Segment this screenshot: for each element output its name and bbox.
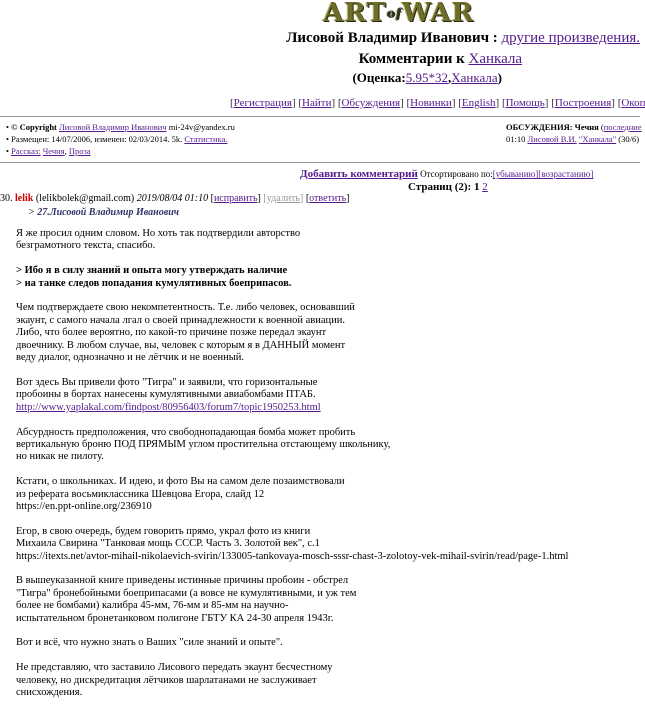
comment-line: безграмотного текста, спасибо. xyxy=(16,240,156,252)
comment-gap xyxy=(16,364,616,376)
comment-body xyxy=(16,228,616,699)
rating-link[interactable]: 5.95*32 xyxy=(405,70,449,85)
comment-line: В вышеуказанной книге приведены истинные причины пробоин - обстрел xyxy=(16,575,349,587)
comment-line: "Тигра" бронебойными боеприпасами (а вовсе не кумулятивными, и уж тем xyxy=(16,587,357,599)
comment-line: пробоины в бортах нанесены кумулятивными авиабомбами ПТАБ. xyxy=(16,389,316,401)
main-navbar: [Регистрация] [Найти] [Обсуждения] [Новинки] [English] [Помощь] [Построения] [Окоп xyxy=(230,97,645,109)
comment-line: веду диалог, однозначно и не лётчик и не военный. xyxy=(16,352,245,364)
comment-number: 30. xyxy=(0,193,13,204)
nav-register[interactable]: Регистрация xyxy=(233,97,292,109)
page-2-link[interactable]: 2 xyxy=(482,181,488,193)
work-title-link[interactable]: Ханкала xyxy=(468,51,522,67)
logo-text-right: WAR xyxy=(401,0,475,28)
rating-prefix: (Оценка: xyxy=(352,70,406,85)
comment-gap xyxy=(16,253,616,265)
divider-top xyxy=(0,116,640,117)
comment-gap xyxy=(16,290,616,302)
rating-line xyxy=(0,70,640,86)
sorted-label: Отсортировано по: xyxy=(420,169,493,179)
nav-english[interactable]: English xyxy=(461,97,496,109)
discussion-box: ОБСУЖДЕНИЯ: Чечня (последние 01:10 Лисовой В.И. "Ханкала" (30/6) xyxy=(506,122,642,144)
copyright-author-link[interactable]: Лисовой Владимир Иванович xyxy=(59,122,167,132)
stats-link[interactable]: Статистика. xyxy=(184,134,228,144)
copyright-label: © Copyright xyxy=(11,122,57,132)
comment-line: Чем подтверждаете свою некомпетентность. Т.е. либо человек, основавший xyxy=(16,302,355,314)
comment-line: снисхождения. xyxy=(16,687,83,699)
comment-line: Вот здесь Вы привели фото "Тигра" и заявили, что горизонтальные xyxy=(16,376,318,388)
pagination xyxy=(408,181,488,193)
comment-delete-link[interactable]: удалить xyxy=(266,193,300,204)
comment-line: Вот и всё, что нужно знать о Ваших "силе знаний и опыте". xyxy=(16,637,283,649)
sort-asc-link[interactable]: [возрастанию] xyxy=(538,169,594,179)
title-separator: : xyxy=(492,30,498,46)
comment-line: Не представляю, что заставило Лисового передать экаунт бесчестному xyxy=(16,662,333,674)
comment-line: https://en.ppt-online.org/236910 xyxy=(16,500,152,512)
genre-prose-link[interactable]: Проза xyxy=(68,146,91,156)
discussion-label: ОБСУЖДЕНИЯ: Чечня xyxy=(506,122,599,132)
discussion-time: 01:10 xyxy=(506,134,526,144)
comment-line: Кстати, о школьниках. И идею, и фото Вы на самом деле позаимствовали xyxy=(16,476,345,488)
comment-gap xyxy=(16,563,616,575)
placed-info: Размещен: 14/07/2006, изменен: 02/03/2014. 5k. xyxy=(11,134,183,144)
comment-quote-line: > на танке следов попадания кумулятивных боеприпасов. xyxy=(16,277,292,289)
comment-email: (lelikbolek@gmail.com) xyxy=(35,193,135,204)
nav-new[interactable]: Новинки xyxy=(410,97,452,109)
discussion-count: (30/6) xyxy=(618,134,640,144)
comment-gap xyxy=(16,513,616,525)
quote-ref-author: 27.Лисовой Владимир Иванович xyxy=(37,207,180,218)
discussion-last-link[interactable]: последние xyxy=(603,122,642,132)
comment-line: https://itexts.net/avtor-mihail-nikolaevich-svirin/133005-tankovaya-mosch-sssr-chast-3-zolotoy-vek-mihail-svirin/read/page-1.html xyxy=(16,550,569,562)
other-works-link[interactable]: другие произведения. xyxy=(501,30,640,46)
nav-trench[interactable]: Окоп xyxy=(621,97,645,109)
genre-chechnya-link[interactable]: Чечня xyxy=(42,146,65,156)
comment-nick: lelik xyxy=(15,193,34,204)
comment-controls xyxy=(300,168,593,180)
nav-discussions[interactable]: Обсуждения xyxy=(341,97,401,109)
comments-prefix: Комментарии к xyxy=(358,51,465,67)
nav-builds[interactable]: Построения xyxy=(554,97,612,109)
logo-of: of xyxy=(386,6,402,20)
comment-date: 2019/08/04 01:10 xyxy=(136,193,209,204)
comment-line: экаунт, с самого начала лгал о своей принадлежности к военной авиации. xyxy=(16,314,345,326)
comment-line: Михаила Свирина "Танковая мощь СССР. Часть 3. Золотой век", с.1 xyxy=(16,538,320,550)
comment-gap xyxy=(16,625,616,637)
comment-quote-line: > Ибо я в силу знаний и опыта могу утверждать наличие xyxy=(16,265,288,277)
quote-reference: > 27.Лисовой Владимир Иванович xyxy=(28,207,180,218)
add-comment-link[interactable]: Добавить комментарий xyxy=(300,168,418,180)
comment-line: вертикальную броню ПОД ПРЯМЫМ углом простительна отстающему школьнику, xyxy=(16,438,391,450)
comment-line: Я же просил одним словом. Но хоть так подтвердили авторство xyxy=(16,228,301,239)
site-logo[interactable] xyxy=(323,0,547,26)
discussion-author-link[interactable]: Лисовой В.И. xyxy=(527,134,577,144)
comment-line: из реферата восьмиклассника Шевцова Егора, слайд 12 xyxy=(16,488,265,500)
rating-suffix: , xyxy=(448,70,452,85)
comments-title xyxy=(0,51,640,68)
logo-text: ART xyxy=(323,0,387,28)
story-link[interactable]: Рассказ: xyxy=(11,146,41,156)
comment-gap xyxy=(16,414,616,426)
comment-line: но никак не пилоту. xyxy=(16,451,104,463)
author-email: mi-24v@yandex.ru xyxy=(168,122,235,132)
pages-label: Страниц (2): xyxy=(408,181,472,193)
author-name: Лисовой Владимир Иванович xyxy=(286,30,490,46)
sort-desc-link[interactable]: [убыванию] xyxy=(492,169,539,179)
comment-line: человеку, но дискредитация лётчиков шарлатанами не заслуживает xyxy=(16,674,317,686)
comment-header: 30. lelik (lelikbolek@gmail.com) 2019/08/04 01:10 [исправить] [удалить] [ответить] xyxy=(0,193,350,204)
comment-line: испытательном бронетанковом полигоне ГБТУ КА 24-30 апреля 1943г. xyxy=(16,612,334,624)
comment-reply-link[interactable]: ответить xyxy=(309,193,347,204)
page-title xyxy=(0,30,640,47)
work-link[interactable]: Ханкала xyxy=(451,70,498,85)
comment-line: двоечнику. В любом случае, вы, человек с которым я в ДАННЫЙ момент xyxy=(16,339,346,351)
comment-line: Либо, что более вероятно, по какой-то причине позже передал экаунт xyxy=(16,327,327,339)
comment-gap xyxy=(16,464,616,476)
comment-link[interactable]: http://www.yaplakal.com/findpost/80956403/forum7/topic1950253.html xyxy=(16,401,321,413)
nav-help[interactable]: Помощь xyxy=(505,97,545,109)
comment-line: Абсурдность предположения, что свободнопадающая бомба может пробить xyxy=(16,426,356,438)
work-info: • © Copyright Лисовой Владимир Иванович mi-24v@yandex.ru • Размещен: 14/07/2006, изменен: 02/03/2014. 5k. Статистика. • Рассказ: Чечня, Проза xyxy=(6,122,235,156)
nav-search[interactable]: Найти xyxy=(302,97,332,109)
page-current: 1 xyxy=(473,181,480,193)
comment-edit-link[interactable]: исправить xyxy=(213,193,258,204)
comment-line: более не бомбами) калибра 45-мм, 76-мм и 85-мм на научно- xyxy=(16,600,289,612)
discussion-title-link[interactable]: "Ханкала" xyxy=(578,134,617,144)
rating-closing: ) xyxy=(497,70,502,85)
divider-mid xyxy=(0,162,640,163)
comment-line: Егор, в свою очередь, будем говорить прямо, украл фото из книги xyxy=(16,525,311,537)
comment-line xyxy=(16,402,616,414)
comment-gap xyxy=(16,650,616,662)
